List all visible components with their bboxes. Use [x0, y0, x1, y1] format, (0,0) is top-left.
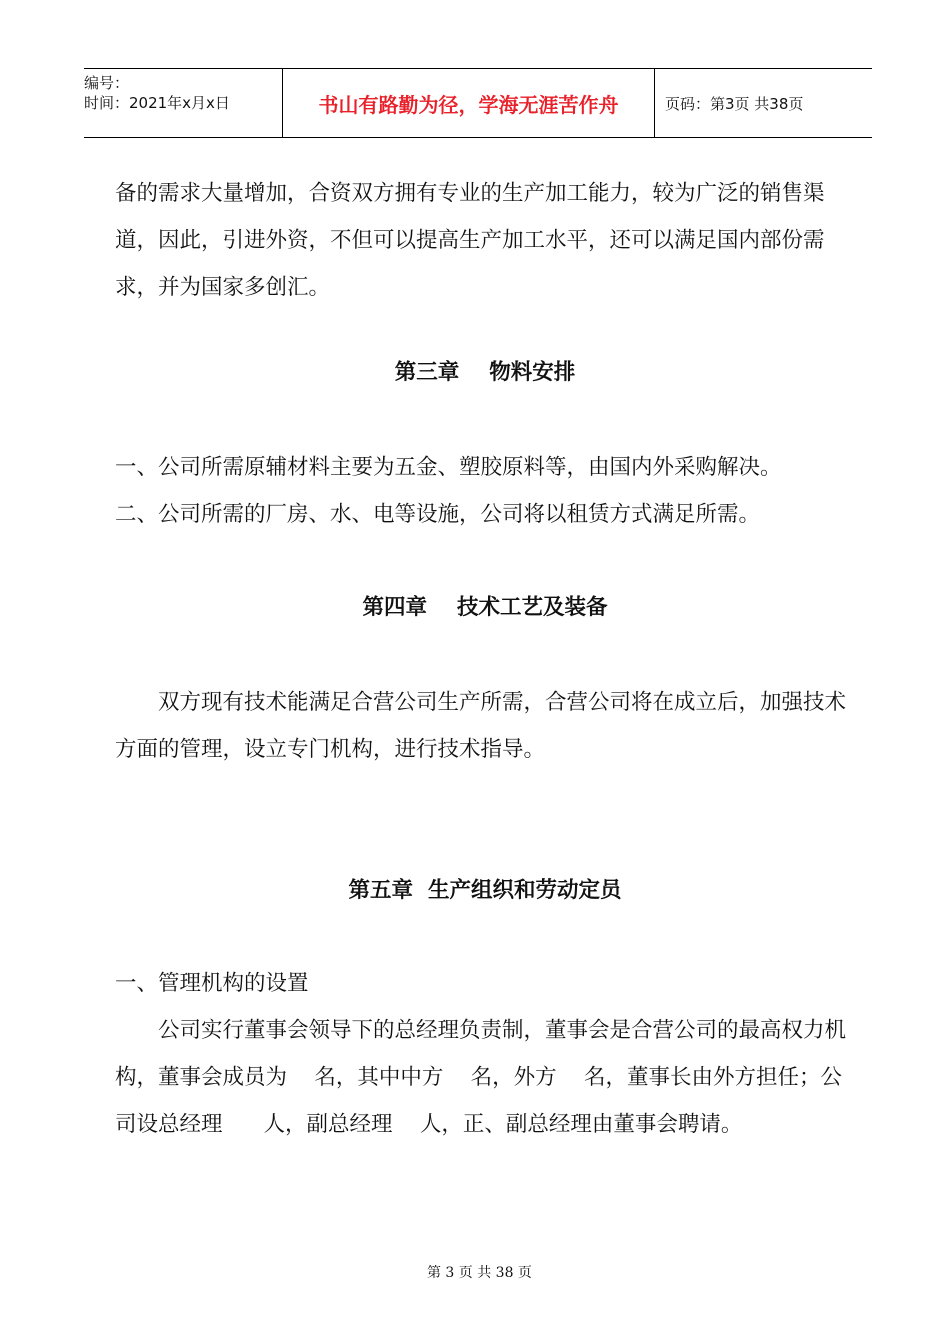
paragraph-continuation: 备的需求大量增加，合资双方拥有专业的生产加工能力，较为广泛的销售渠道，因此，引进外资，不但可以提高生产加工水平，还可以满足国内部份需求，并为国家多创汇。	[115, 181, 825, 300]
header-time-label: 时间：2021年x月x日	[84, 94, 230, 112]
chapter-4-title: 第四章 技术工艺及装备	[362, 595, 608, 620]
chapter-5-paragraph: 公司实行董事会领导下的总经理负责制，董事会是合营公司的最高权力机构，董事会成员为 名，其中中方 名，外方 名，董事长由外方担任；公司设总经理 人，副总经理 人，正、副总经理由董事会聘请。	[115, 1018, 847, 1137]
header-page-info-text: 页码：第3页 共38页	[665, 94, 804, 113]
header-meta	[84, 69, 283, 137]
chapter-3-item-1: 一、公司所需原辅材料主要为五金、塑胶原料等，由国内外采购解决。	[115, 455, 782, 480]
chapter-5-title: 第五章 生产组织和劳动定员	[348, 878, 622, 903]
header-motto-text: 书山有路勤为径，学海无涯苦作舟	[318, 92, 619, 117]
chapter-3-title: 第三章 物料安排	[394, 360, 576, 385]
page-header	[84, 68, 872, 138]
chapter-5-heading-1: 一、管理机构的设置	[115, 971, 309, 996]
footer-page-number: 第 3 页 共 38 页	[426, 1265, 532, 1281]
chapter-4-paragraph: 双方现有技术能满足合营公司生产所需，合营公司将在成立后，加强技术方面的管理，设立专门机构，进行技术指导。	[115, 690, 847, 762]
chapter-3-item-2: 二、公司所需的厂房、水、电等设施，公司将以租赁方式满足所需。	[115, 502, 761, 527]
header-page-info	[655, 69, 872, 137]
header-number-label: 编号：	[84, 74, 130, 92]
header-motto	[283, 69, 655, 137]
document-body	[115, 170, 855, 1148]
page-footer	[0, 1246, 950, 1282]
